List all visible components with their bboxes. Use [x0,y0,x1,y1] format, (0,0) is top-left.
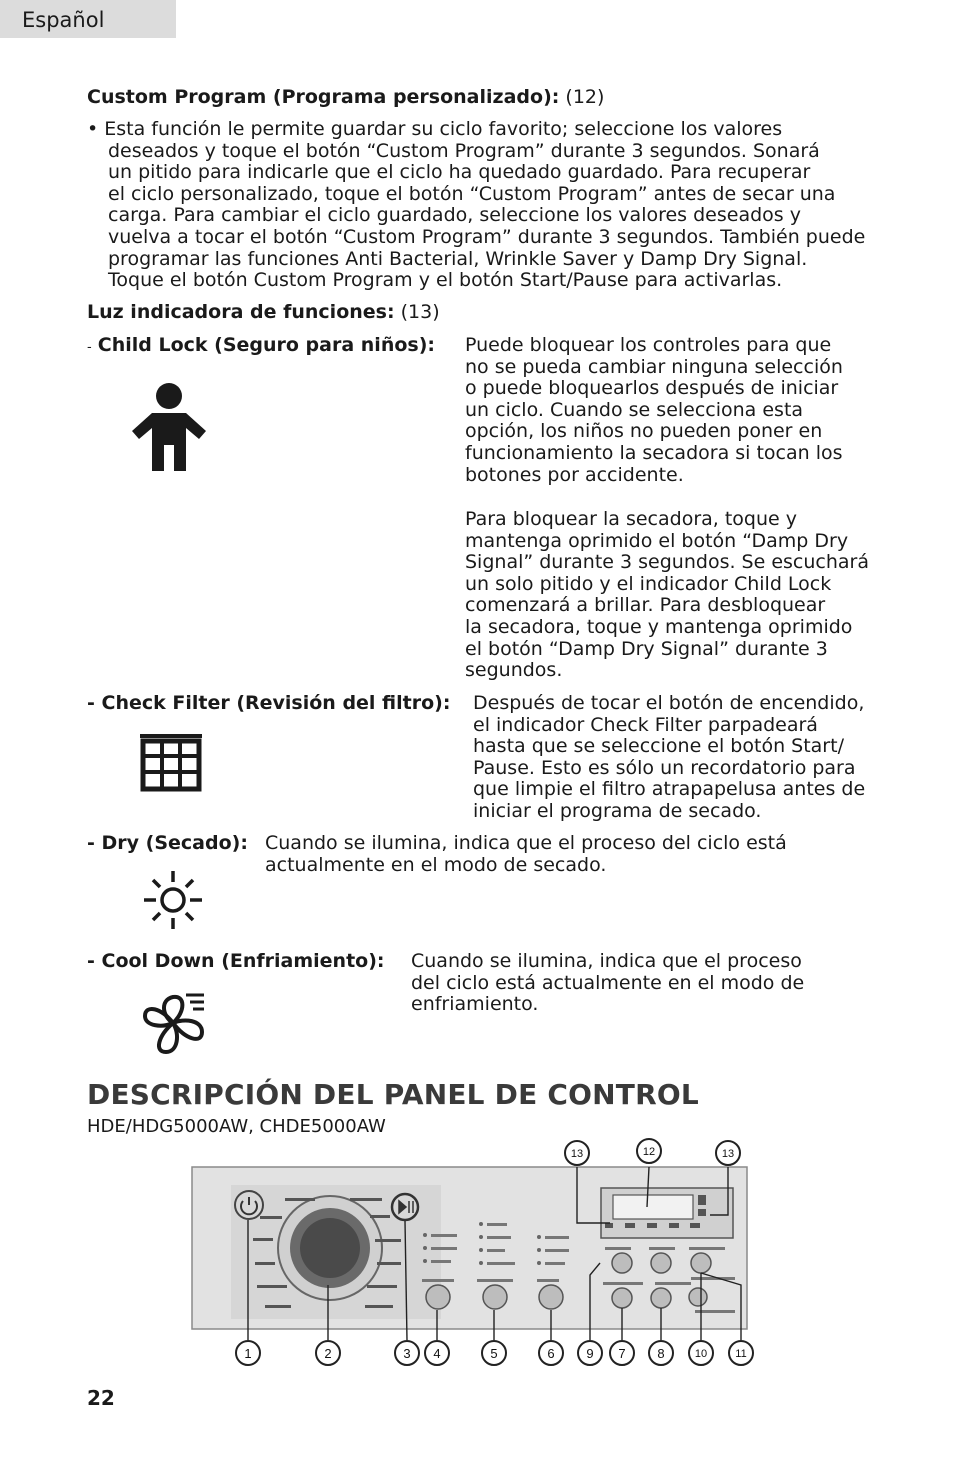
dry-label: - Dry (Secado): [87,832,248,854]
language-tab: Español [0,0,176,38]
check-filter-icon [138,732,204,792]
child-lock-line: funcionamiento la secadora si tocan los [465,442,843,464]
child-lock-line: la secadora, toque y mantenga oprimido [465,616,853,638]
callout-10: 10 [694,1348,708,1360]
indicators-title: Luz indicadora de funciones: [87,301,395,323]
indicators-heading [87,302,440,324]
custom-program-line: vuelva a tocar el botón “Custom Program” durante 3 segundos. También puede [108,226,866,248]
custom-program-line: el ciclo personalizado, toque el botón “Custom Program” antes de secar una [108,182,836,205]
child-lock-line: Puede bloquear los controles para que [465,334,832,356]
child-lock-line: Para bloquear la secadora, toque y [465,508,797,530]
custom-program-line: un pitido para indicarle que el ciclo ha quedado guardado. Para recuperar [108,161,811,184]
cool-down-fan-icon [140,990,210,1060]
child-lock-line: comenzará a brillar. Para desbloquear [465,594,826,617]
check-filter-line: Después de tocar el botón de encendido, [473,692,865,714]
cool-down-line: Cuando se ilumina, indica que el proceso [411,950,802,972]
dry-line: actualmente en el modo de secado. [265,853,607,876]
dry-sun-icon [140,869,206,931]
page-number: 22 [87,1386,115,1410]
check-filter-line: hasta que se seleccione el botón Start/ [473,735,844,758]
child-lock-icon [130,383,208,473]
callout-8: 8 [657,1346,665,1361]
child-lock-title: Child Lock (Seguro para niños): [97,334,435,356]
custom-program-number: (12) [565,86,605,108]
check-filter-label: - Check Filter (Revisión del filtro): [87,692,451,714]
custom-program-line: programar las funciones Anti Bacterial, Wrinkle Saver y Damp Dry Signal. [108,247,808,270]
callout-3: 3 [403,1346,411,1361]
child-lock-line: segundos. [465,659,563,682]
child-lock-line: Signal” durante 3 segundos. Se escuchará [465,551,870,574]
callout-9: 9 [586,1346,594,1361]
indicators-number: (13) [400,301,440,323]
custom-program-line: deseados y toque el botón “Custom Program” durante 3 segundos. Sonará [108,139,820,162]
child-lock-line: o puede bloquearlos después de iniciar [465,377,839,400]
callout-4: 4 [433,1346,441,1361]
child-lock-dash: - [87,340,92,355]
model-numbers: HDE/HDG5000AW, CHDE5000AW [87,1116,386,1137]
child-lock-line: no se pueda cambiar ninguna selección [465,355,843,378]
dry-line: Cuando se ilumina, indica que el proceso del ciclo está [265,832,787,854]
callout-6: 6 [547,1346,555,1361]
check-filter-line: que limpie el filtro atrapapelusa antes de [473,778,866,801]
callout-1: 1 [244,1346,252,1361]
check-filter-line: Pause. Esto es sólo un recordatorio para [473,756,856,779]
child-lock-line: opción, los niños no pueden poner en [465,420,823,443]
child-lock-line: botones por accidente. [465,463,684,486]
cool-down-line: del ciclo está actualmente en el modo de [411,971,805,994]
callout-5: 5 [490,1346,498,1361]
callout-11: 11 [735,1348,747,1360]
callout-13-right: 13 [721,1148,735,1160]
cool-down-line: enfriamiento. [411,993,539,1016]
child-lock-label [87,335,435,359]
check-filter-line: el indicador Check Filter parpadeará [473,713,818,736]
child-lock-line: el botón “Damp Dry Signal” durante 3 [465,637,828,660]
callout-12: 12 [642,1146,656,1158]
child-lock-line: un solo pitido y el indicador Child Lock [465,572,832,595]
section-heading: DESCRIPCIÓN DEL PANEL DE CONTROL [87,1078,699,1111]
check-filter-line: iniciar el programa de secado. [473,800,762,822]
callout-13-left: 13 [570,1148,584,1160]
custom-program-title: Custom Program (Programa personalizado): [87,86,560,108]
control-panel-diagram [185,1135,765,1375]
child-lock-line: un ciclo. Cuando se selecciona esta [465,398,804,421]
custom-program-line: • Esta función le permite guardar su ciclo favorito; seleccione los valores [87,118,783,140]
child-lock-line: mantenga oprimido el botón “Damp Dry [465,529,849,552]
custom-program-line: carga. Para cambiar el ciclo guardado, seleccione los valores deseados y [108,204,801,227]
custom-program-heading [87,87,604,109]
callout-7: 7 [618,1346,626,1361]
cool-down-label: - Cool Down (Enfriamiento): [87,950,385,972]
custom-program-line: Toque el botón Custom Program y el botón Start/Pause para activarlas. [108,269,783,292]
callout-2: 2 [324,1346,332,1361]
